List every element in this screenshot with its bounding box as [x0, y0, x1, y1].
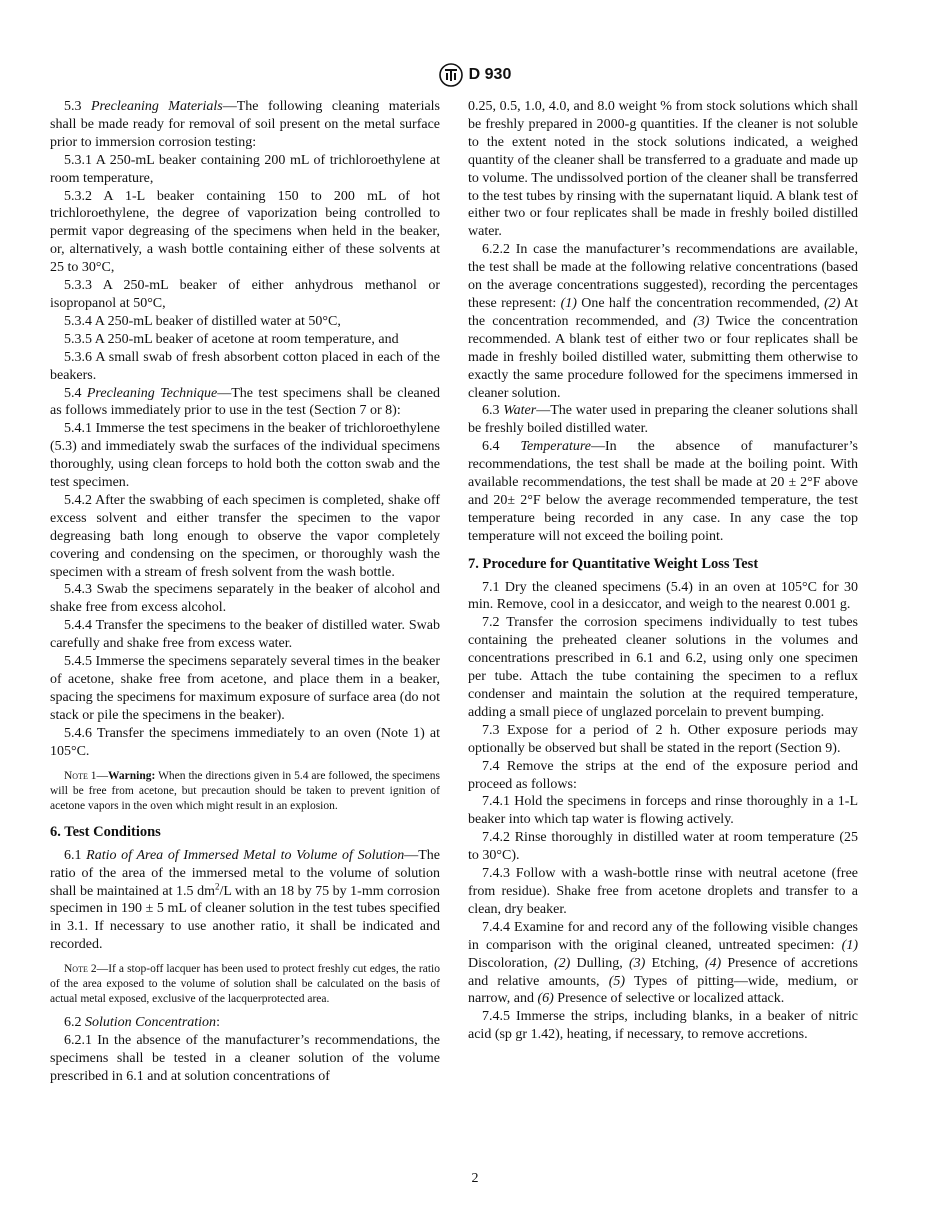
astm-logo-icon	[439, 63, 463, 87]
paragraph-5-4-5: 5.4.5 Immerse the specimens separately several times in the beaker of acetone, shake free from acetone, and place them in a beaker, spacing the specimens for maximum exposure of surface area (do not stack or pile the specimens in the beaker).	[50, 654, 440, 723]
paragraph-7-4-3: 7.4.3 Follow with a wash-bottle rinse with neutral acetone (free from residue). Shake free from acetone droplets and transfer to a clean, dry beaker.	[468, 866, 858, 917]
paragraph-7-4: 7.4 Remove the strips at the end of the exposure period and proceed as follows:	[468, 758, 858, 792]
paragraph-5-4-3: 5.4.3 Swab the specimens separately in the beaker of alcohol and shake free from excess alcohol.	[50, 582, 440, 616]
paragraph-5-4-2: 5.4.2 After the swabbing of each specimen is completed, shake off excess solvent and either transfer the specimen to the vapor degreasing bath long enough to observe the vapor completely covering and condensing on the specimen, or thoroughly wash the specimen with a stream of fresh solvent from the wash bottle.	[50, 492, 440, 580]
paragraph-6-2: 6.2 Solution Concentration:	[64, 1015, 220, 1031]
paragraph-6-2-1: 6.2.1 In the absence of the manufacturer’s recommendations, the specimens shall be tested in a cleaner solution of the volume prescribed in 6.1 and at solution concentrations of	[50, 1033, 440, 1085]
paragraph-7-1: 7.1 Dry the cleaned specimens (5.4) in an oven at 105°C for 30 min. Remove, cool in a desiccator, and weigh to the nearest 0.001 g.	[468, 579, 858, 613]
paragraph-5-3-4: 5.3.4 A 250-mL beaker of distilled water at 50°C,	[64, 313, 341, 329]
paragraph-5-4-6: 5.4.6 Transfer the specimens immediately to an oven (Note 1) at 105°C.	[50, 725, 440, 759]
paragraph-5-3: 5.3 Precleaning Materials—The following cleaning materials shall be made ready for removal of soil present on the metal surface prior to immersion corrosion testing:	[50, 99, 441, 150]
paragraph-5-4: 5.4 Precleaning Technique—The test specimens shall be cleaned as follows immediately prior to use in the test (Section 7 or 8):	[50, 385, 440, 419]
paragraph-6-3: 6.3 Water—The water used in preparing the cleaner solutions shall be freshly boiled distilled water.	[468, 403, 858, 437]
paragraph-5-3-5: 5.3.5 A 250-mL beaker of acetone at room temperature, and	[64, 331, 399, 347]
paragraph-5-3-2: 5.3.2 A 1-L beaker containing 150 to 200 mL of hot trichloroethylene, the degree of vaporization being controlled to permit vapor degreasing of the specimens when held in the beaker, or, alternatively, a wash bottle containing either of these solvents at 25 to 30°C,	[50, 188, 440, 276]
paragraph-7-2: 7.2 Transfer the corrosion specimens individually to test tubes containing the preheated cleaner solutions in the volumes and concentrations prescribed in 6.1 and 6.2, using only one specimen per tube. Attach the tube containing the specimen to a reflux condenser and maintain the solution at the required temperature, adding a small piece of unglazed porcelain to prevent bumping.	[468, 615, 858, 720]
page-number: 2	[471, 1171, 479, 1186]
left-column	[50, 98, 440, 1086]
paragraph-5-3-1: 5.3.1 A 250-mL beaker containing 200 mL of trichloroethylene at room temperature,	[50, 152, 440, 186]
paragraph-6-2-2: 6.2.2 In case the manufacturer’s recommendations are available, the test shall be made at the following relative concentrations (based on the average concentrations suggested), recording the percentages these represent: (1) One half the concentration recommended, (2) At the concentration recommended, and (3) Twice the concentration recommended. A blank test of either two or four replicates shall be made in freshly boiled distilled water, submitting them otherwise to exactly the same procedure followed for the specimens immersed in cleaner solution.	[468, 242, 858, 401]
section-6-heading: 6. Test Conditions	[50, 823, 161, 840]
page-header	[0, 62, 950, 88]
paragraph-5-4-1: 5.4.1 Immerse the test specimens in the beaker of trichloroethylene (5.3) and immediately swab the surfaces of the individual specimens thoroughly, using clean forceps to hold both the cotton swab and the test specimen.	[50, 421, 440, 491]
paragraph-7-3: 7.3 Expose for a period of 2 h. Other exposure periods may optionally be observed but shall be stated in the report (Section 9).	[468, 722, 858, 756]
paragraph-5-3-3: 5.3.3 A 250-mL beaker of either anhydrous methanol or isopropanol at 50°C,	[50, 278, 440, 311]
paragraph-6-4: 6.4 Temperature—In the absence of manufacturer’s recommendations, the test shall be made at the boiling point. With available recommendations, the test shall be made at 20 ± 2°F above and 20± 2°F below the average recommended temperature, the test temperature being recorded in any case. In any case the top temperature will not exceed the boiling point.	[468, 439, 858, 544]
paragraph-7-4-4: 7.4.4 Examine for and record any of the following visible changes in comparison with the original cleaned, untreated specimen: (1) Discoloration, (2) Dulling, (3) Etching, (4) Presence of accretions and relative amounts, (5) Types of pitting—wide, medium, or narrow, and (6) Presence of selective or localized attack.	[468, 919, 858, 1007]
note-2: Note 2—If a stop-off lacquer has been used to protect freshly cut edges, the ratio of the area exposed to the volume of solution shall be calculated on the basis of actual metal exposed, exclusive of the lacquerprotected area.	[50, 963, 441, 1006]
note-1: Note 1—Warning: When the directions given in 5.4 are followed, the specimens will be free from acetone, but precaution should be taken to prevent ignition of acetone vapors in the oven which might result in an explosion.	[50, 769, 440, 812]
section-7-heading: 7. Procedure for Quantitative Weight Loss Test	[468, 555, 759, 572]
paragraph-5-4-4: 5.4.4 Transfer the specimens to the beaker of distilled water. Swab carefully and shake free from excess water.	[50, 618, 440, 652]
paragraph-7-4-5: 7.4.5 Immerse the strips, including blanks, in a beaker of nitric acid (sp gr 1.42), heating, if necessary, to remove accretions.	[468, 1009, 858, 1043]
paragraph-6-1: 6.1 Ratio of Area of Immersed Metal to Volume of Solution—The ratio of the area of the immersed metal to the volume of solution shall be maintained at 1.5 $dm^2/L$ with an 18 by 75 by 1-mm corrosion specimen in 190 ± 5 mL of cleaner solution in the test tubes specified in 3.1. If necessary to use another ratio, it shall be indicated and recorded.	[50, 847, 441, 953]
document-id: D 930	[468, 66, 512, 83]
paragraph-6-2-1-continued: 0.25, 0.5, 1.0, 4.0, and 8.0 weight % from stock solutions which shall be freshly prepared in 2000-g quantities. If the cleaner is not soluble to the extent noted in the stock solutions indicated, a weighed quantity of the cleaner shall be transferred to a graduate and made up to volume. The undissolved portion of the cleaner shall be transferred to the test tubes by rinsing with the supernatant liquid. A blank test of either two or four replicates shall be made in freshly boiled distilled water.	[468, 99, 858, 240]
paragraph-7-4-1: 7.4.1 Hold the specimens in forceps and rinse thoroughly in a 1-L beaker into which tap water is flowing actively.	[468, 794, 858, 828]
paragraph-7-4-2: 7.4.2 Rinse thoroughly in distilled water at room temperature (25 to 30°C).	[468, 830, 858, 864]
right-column	[468, 98, 858, 1044]
paragraph-5-3-6: 5.3.6 A small swab of fresh absorbent cotton placed in each of the beakers.	[50, 349, 440, 383]
